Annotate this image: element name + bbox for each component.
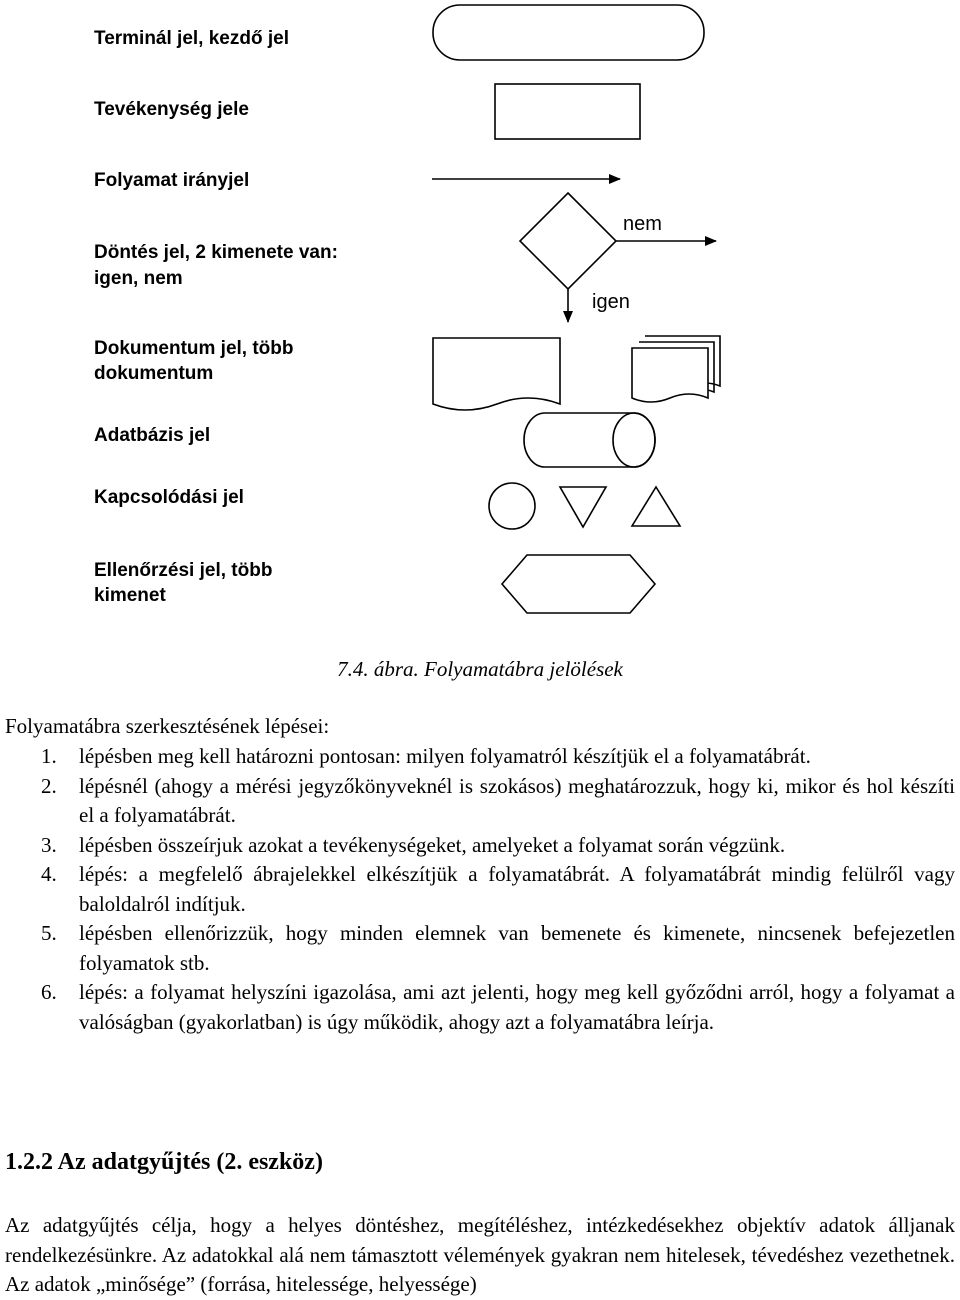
activity-symbol — [495, 84, 640, 139]
label-flow-direction: Folyamat irányjel — [94, 170, 250, 191]
step-item: 6. lépés: a folyamat helyszíni igazolása, ami azt jelenti, hogy meg kell győződni arról, hogy a folyamat a valóságban (gyakorlatban) is úgy működik, ahogy azt a folyamatábra leírja. — [41, 980, 955, 1034]
connector-circle-symbol — [489, 483, 535, 529]
connector-triangle-down-symbol — [560, 487, 606, 527]
flowchart-symbols — [0, 0, 960, 640]
label-decision-line1: Döntés jel, 2 kimenete van: — [94, 242, 338, 263]
figure-caption-text: 7.4. ábra. Folyamatábra jelölések — [337, 657, 623, 681]
multi-document-symbol — [632, 336, 720, 402]
document-symbol — [433, 338, 560, 410]
database-symbol — [524, 413, 655, 467]
steps-list — [0, 742, 955, 1037]
label-activity: Tevékenység jele — [94, 99, 249, 120]
step-item: 3. lépésben összeírjuk azokat a tevékenységeket, amelyeket a folyamat során végzünk. — [41, 832, 786, 857]
label-document-line2: dokumentum — [94, 363, 214, 384]
decision-yes-label: igen — [592, 291, 630, 313]
step-item: 4. lépés: a megfelelő ábrajelekkel elkészítjük a folyamatábrát. A folyamatábrát mindig felülről vagy baloldalról indítjuk. — [41, 862, 955, 916]
section-heading: 1.2.2 Az adatgyűjtés (2. eszköz) — [5, 1149, 323, 1175]
steps-intro: Folyamatábra szerkesztésének lépései: — [5, 714, 330, 738]
figure-caption — [0, 656, 960, 682]
check-hexagon-symbol — [502, 555, 655, 613]
label-database: Adatbázis jel — [94, 425, 211, 446]
label-document-line1: Dokumentum jel, több — [94, 338, 294, 359]
label-connector: Kapcsolódási jel — [94, 487, 244, 508]
label-check-line1: Ellenőrzési jel, több — [94, 560, 273, 581]
connector-triangle-up-symbol — [632, 487, 680, 526]
terminal-symbol — [433, 5, 704, 60]
decision-no-label: nem — [623, 213, 662, 235]
label-check-line2: kimenet — [94, 585, 166, 606]
label-terminal: Terminál jel, kezdő jel — [94, 28, 289, 49]
decision-symbol — [520, 193, 616, 289]
section-paragraph: Az adatgyűjtés célja, hogy a helyes döntéshez, megítéléshez, intézkedésekhez objektív adatok álljanak rendelkezésünkre. Az adatokkal alá nem támasztott vélemények gyakran nem hitelesek, tévedéshez vezethetnek. Az adatok „minősége” (forrása, hitelessége, helyessége) — [5, 1213, 955, 1296]
step-item: 1. lépésben meg kell határozni pontosan: milyen folyamatról készítjük el a folyamatábrát. — [41, 744, 811, 768]
label-decision-line2: igen, nem — [94, 268, 183, 289]
step-item: 2. lépésnél (ahogy a mérési jegyzőkönyveknél is szokásos) meghatározzuk, hogy ki, mikor és hol készíti el a folyamatábrát. — [41, 773, 955, 827]
step-item: 5. lépésben ellenőrizzük, hogy minden elemnek van bemenete és kimenete, nincsenek befejezetlen folyamatok stb. — [41, 921, 955, 975]
